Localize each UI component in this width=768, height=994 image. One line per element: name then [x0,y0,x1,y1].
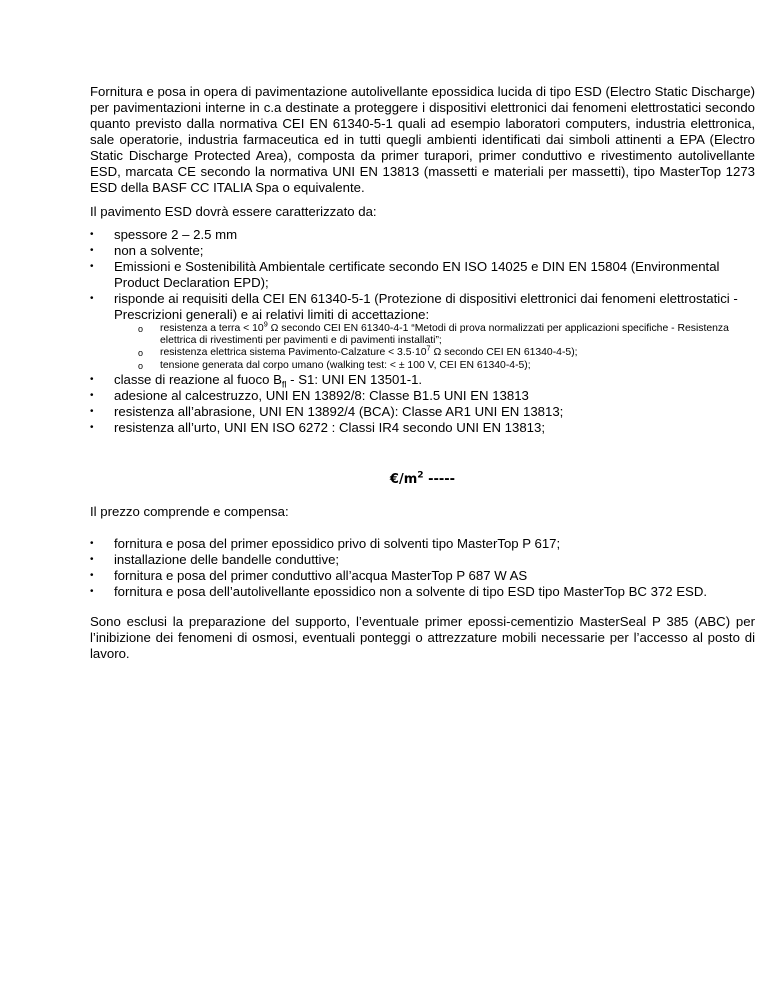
sub-list-item: o resistenza elettrica sistema Pavimento-Calzature < $3.5\cdot 10^7$ Ω secondo CEI EN 61340-4-5); [138,343,578,359]
list-item: • non a solvente; [90,243,204,258]
bullet-icon: • [90,585,94,597]
list-item: • adesione al calcestruzzo, UNI EN 13892/8: Classe B1.5 UNI EN 13813 [90,387,529,403]
list-item: • fornitura e posa dell’autolivellante epossidico non a solvente di tipo ESD tipo MasterTop BC 372 ESD. [90,583,708,599]
bullet-icon: • [90,373,94,385]
circle-bullet-icon: o [138,324,144,334]
document-page [90,84,755,662]
circle-bullet-icon: o [138,348,144,359]
list-item: • installazione delle bandelle conduttive; [90,551,340,567]
bullet-icon: • [90,389,94,401]
list-item: • fornitura e posa del primer conduttivo all’acqua MasterTop P 687 W AS [90,567,528,583]
sub-list-item: o tensione generata dal corpo umano (walking test: < ± 100 V, CEI EN 61340-4-5); [138,359,531,371]
bullet-icon: • [90,293,94,304]
list-item: • Emissioni e Sostenibilità Ambientale certificate secondo EN ISO 14025 e DIN EN 15804 (Environmental Product Declaration EPD); [90,259,720,290]
bullet-icon: • [90,261,94,272]
bullet-icon: • [90,569,94,581]
included-lead: Il prezzo comprende e compensa: [90,503,289,519]
bullet-icon: • [90,245,94,256]
list-item: • resistenza all’urto, UNI EN ISO 6272 : Classi IR4 secondo UNI EN 13813; [90,419,545,435]
list-item: • resistenza all’abrasione, UNI EN 13892/4 (BCA): Classe AR1 UNI EN 13813; [90,403,564,419]
list-item: • fornitura e posa del primer epossidico privo di solventi tipo MasterTop P 617; [90,535,561,551]
characteristics-list [90,227,755,436]
circle-bullet-icon: o [138,360,144,371]
bullet-icon: • [90,405,94,417]
acceptance-limits-list [114,319,755,372]
list-item: • risponde ai requisiti della CEI EN 61340-5-1 (Protezione di dispositivi elettronici dai fenomeni elettrostatici - Prescrizioni generali) e ai relativi limiti di accettazione: o resistenza a terra < $10^9$ Ω secondo CEI EN 61340-4-1 “Metodi di prova normalizzati per applicazioni specifiche - Resistenza elettrica di rivestimenti per pavimenti e di pavimenti installati”; o resistenza elettrica sistema Pavimento-Calzature < $3.5\cdot 10^7$ Ω secondo CEI EN 61340-4-5); o tensione generata dal corpo umano (walking test: < ± 100 V, CEI EN 61340-4-5); [90,291,755,372]
bullet-icon: • [90,229,94,240]
bullet-icon: • [90,537,94,549]
price-line: $€/m^2$ ----- [389,470,456,487]
bullet-icon: • [90,553,94,565]
exclusions-paragraph: Sono esclusi la preparazione del supporto, l’eventuale primer epossi-cementizio MasterSeal P 385 (ABC) per l’inibizione dei fenomeni di osmosi, eventuali ponteggi o attrezzature mobili necessarie per l’accesso al posto di lavoro. [90,613,755,661]
intro-paragraph: Fornitura e posa in opera di pavimentazione autolivellante epossidica lucida di tipo ESD (Electro Static Discharge) per pavimentazioni interne in c.a destinate a proteggere i dispositivi elettronici dai fenomeni elettrostatici secondo quanto previsto dalla normativa CEI EN 61340-5-1 quali ad esempio laboratori computers, industria elettronica, sale operatorie, industria farmaceutica ed in tutti quegli ambienti identificati dai simboli attinenti a EPA (Electro Static Discharge Protected Area), composta da primer turapori, primer conduttivo e rivestimento autolivellante ESD, marcata CE secondo la normativa UNI EN 13813 (massetti e materiali per massetti), tipo MasterTop 1273 ESD della BASF CC ITALIA Spa o equivalente. [90,84,755,195]
included-list [90,536,755,600]
bullet-icon: • [90,421,94,433]
list-item: • spessore 2 – 2.5 mm [90,227,238,242]
characteristics-lead: Il pavimento ESD dovrà essere caratterizzato da: [90,204,377,219]
list-item: • classe di reazione al fuoco $B_{fl} - S1$: UNI EN 13501-1. [90,371,423,390]
sub-list-item: o resistenza a terra < $10^9$ Ω secondo CEI EN 61340-4-1 “Metodi di prova normalizzati per applicazioni specifiche - Resistenza elettrica di rivestimenti per pavimenti e di pavimenti installati”; [138,319,729,347]
